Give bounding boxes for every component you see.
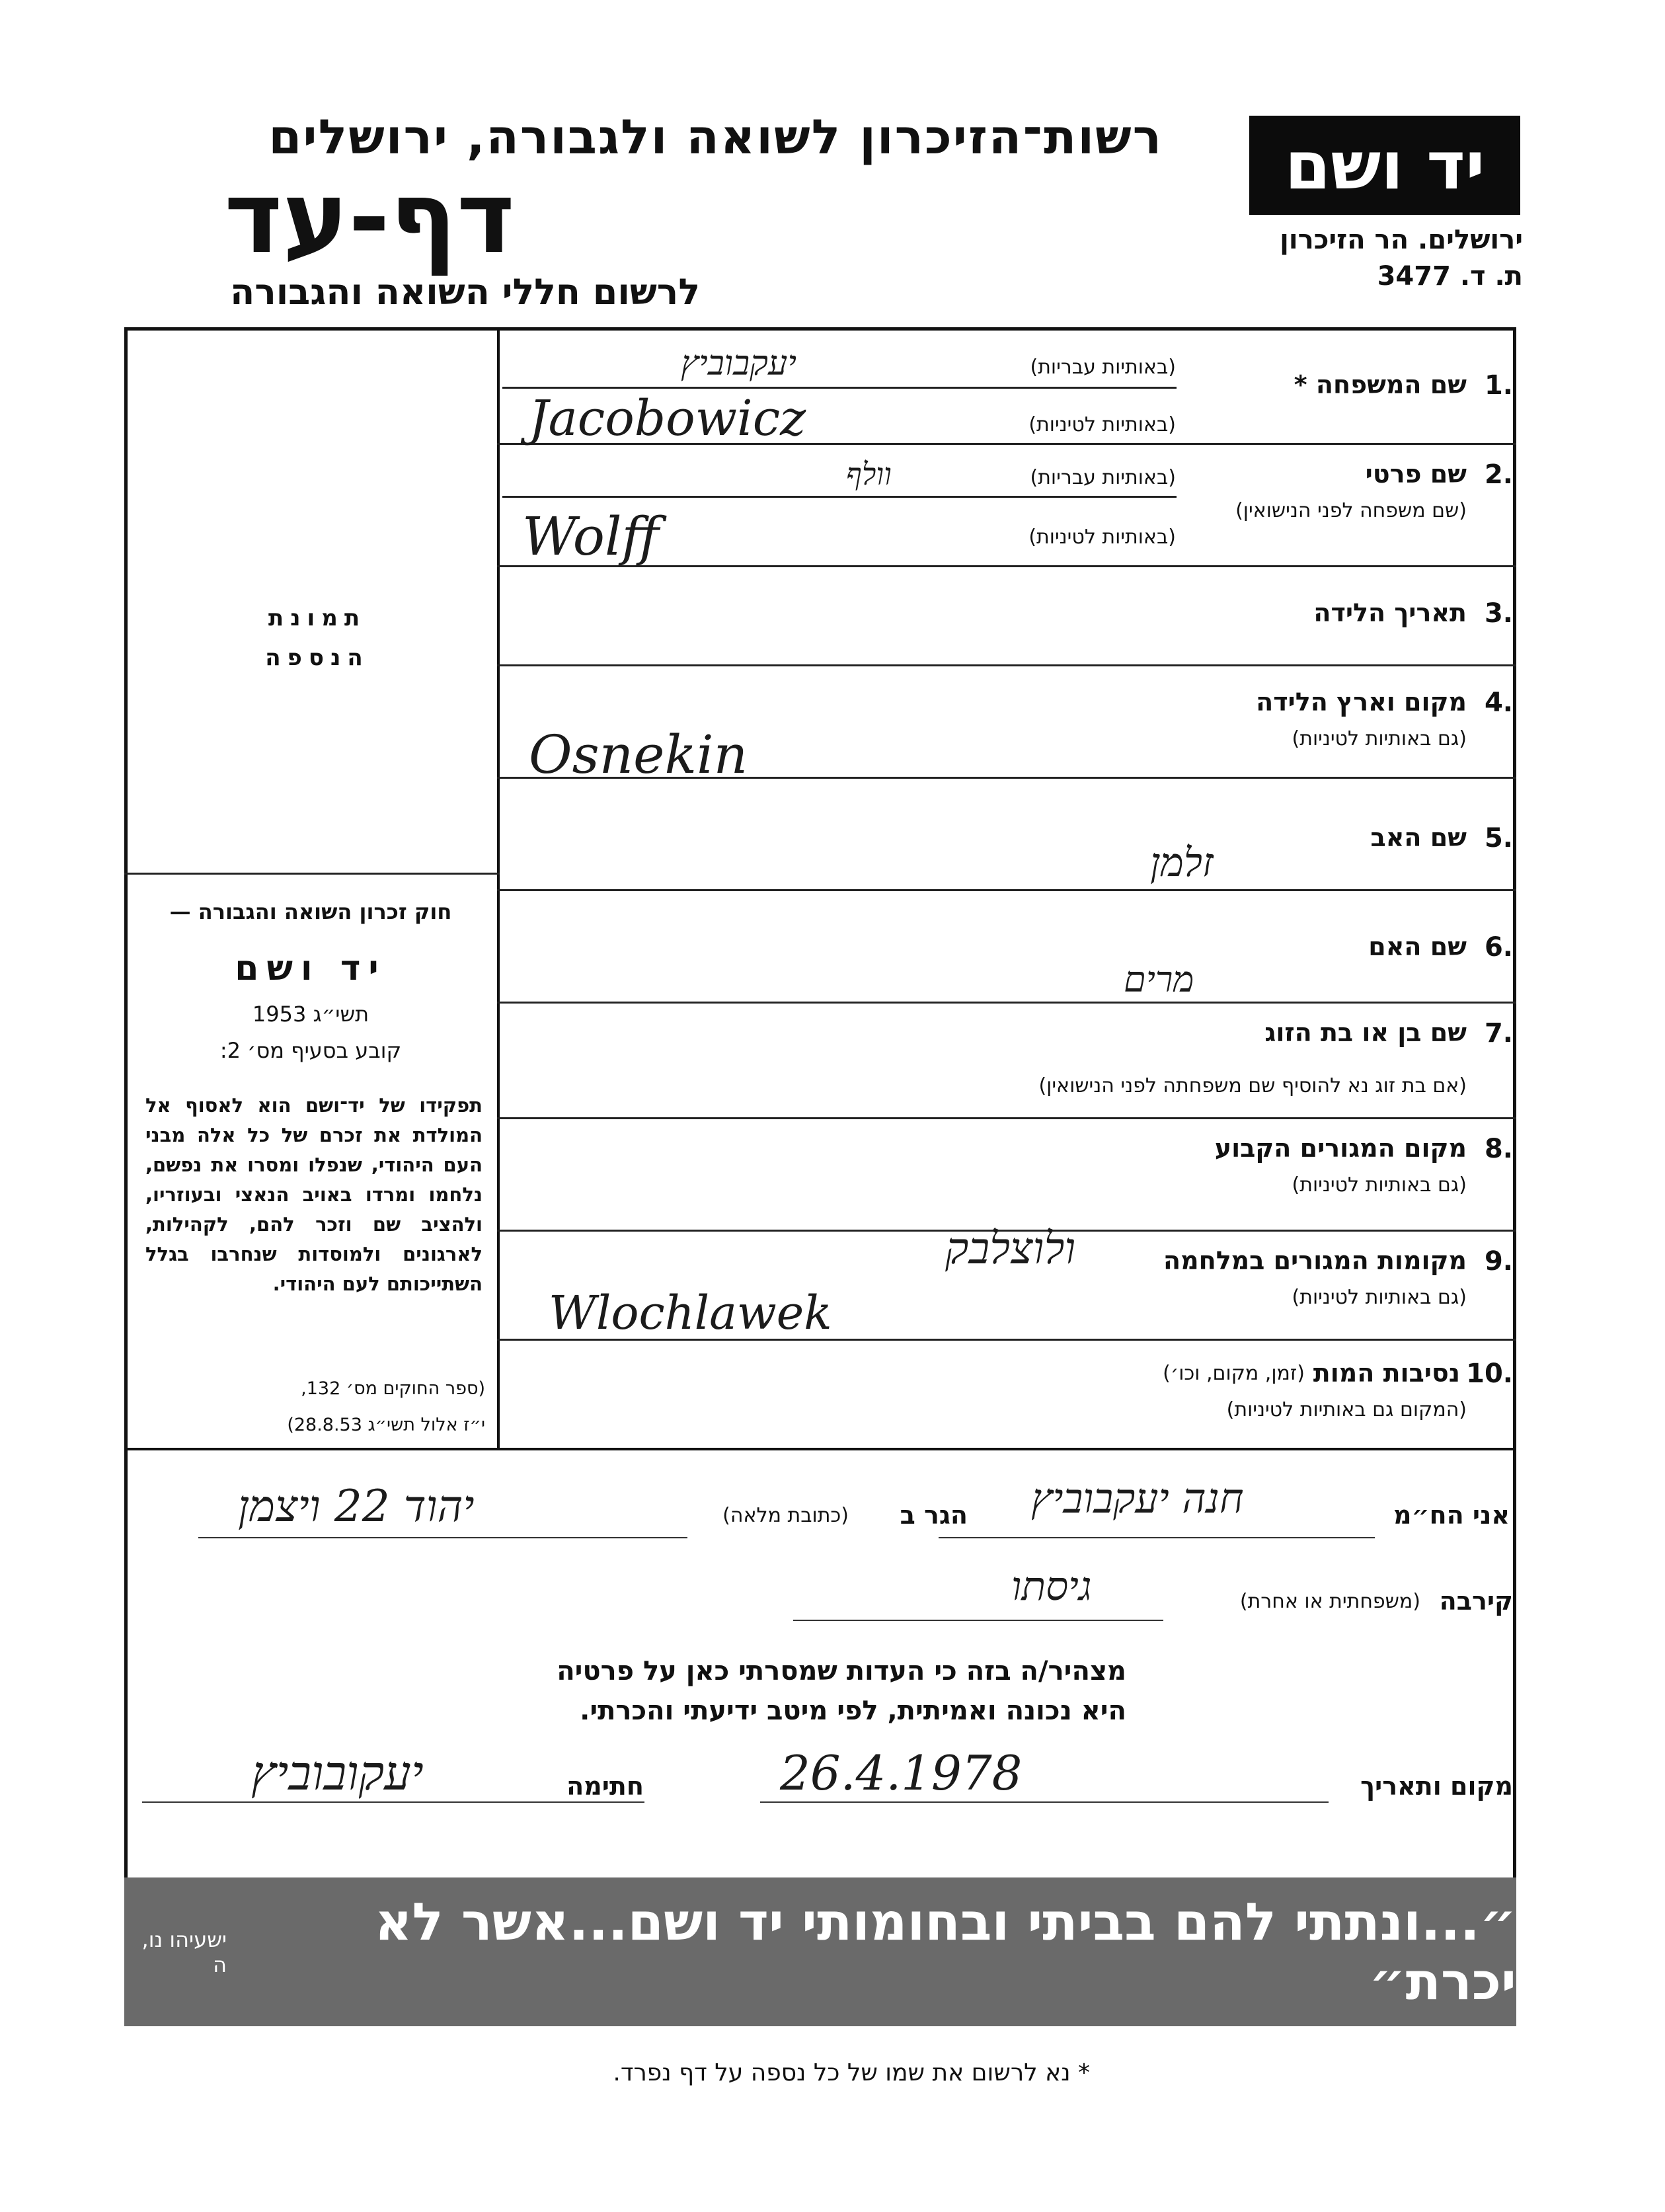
field-7-sub: (אם בת זוג נא להוסיף שם משפחתה לפני הנישואין) [1038,1074,1467,1097]
field-10-label: נסיבות המות [1313,1359,1460,1388]
field-4-sub: (גם באותיות לטיניות) [1292,727,1467,750]
field-9-sub: (גם באותיות לטיניות) [1292,1286,1467,1309]
field-6-value[interactable]: מרים [1124,959,1194,1000]
law-title: חוק זכרון השואה והגבורה — [169,899,452,924]
row-line [502,496,1177,498]
relation-label: קירבה [1439,1587,1513,1616]
field-6-number: 6. [1484,932,1513,963]
row-line [497,889,1516,891]
field-4-number: 4. [1484,688,1513,718]
sidebar-divider [124,873,500,875]
yad-vashem-logo: יד ושם [1249,116,1520,215]
field-2-label: שם פרטי [1365,459,1467,489]
field-1-label: שם המשפחה * [1294,370,1467,399]
field-1-hebrew-hint: (באותיות עבריות) [1030,356,1176,379]
field-10-sub: (המקום גם באותיות לטיניות) [1226,1398,1467,1421]
organization-title: רשות־הזיכרון לשואה ולגבורה, ירושלים [268,109,1163,165]
law-year: תשי״ג 1953 [252,1002,369,1027]
po-box: ת. ד. 3477 [1377,261,1523,292]
field-2-hebrew-hint: (באותיות עבריות) [1030,466,1176,489]
photo-label: הנספה [265,645,369,671]
field-3-number: 3. [1484,598,1513,629]
row-line [497,1117,1516,1119]
form-subtitle: לרשום חללי השואה והגבורה [230,271,700,313]
relation-value[interactable]: גיסתו [1011,1563,1092,1610]
field-5-value[interactable]: זלמן [1150,840,1214,886]
declarant-name-value[interactable]: חנה יעקבוביץ [1031,1474,1244,1522]
underline [760,1801,1329,1803]
law-clause: קובע בסעיף מס׳ 2: [219,1038,402,1063]
address: ירושלים. הר הזיכרון [1280,225,1523,255]
field-10-label-hint: (זמן, מקום, וכו׳) [1163,1362,1305,1385]
column-divider [497,327,500,1448]
relation-hint: (משפחתית או אחרת) [1239,1590,1420,1613]
place-date-label: מקום ותאריך [1360,1772,1513,1801]
signature-value[interactable]: יעקובוביץ [251,1745,424,1801]
field-9-hebrew-value[interactable]: ולוצלבק [945,1223,1076,1274]
field-5-label: שם האב [1370,823,1467,852]
field-5-number: 5. [1484,823,1513,853]
field-2-latin-value[interactable]: Wolff [522,506,660,567]
law-text: תפקידו של יד־ושם הוא לאסוף אל המולדת את זכרם של כל אלה מבני העם היהודי, שנפלו ומסרו את נפשם, נלחמו ומרדו באויב הנאצי ובעוזריו, ולהציב שם וזכר להם, לקהילות, לארגונים ולמוסדות שנחרבו בגלל השתייכותם לעם היהודי. [145,1094,483,1295]
banner-quote: ״...ונתתי להם בביתי ובחומותי יד ושם...אשר לא יכרת״ [374,1892,1516,2012]
field-8-label: מקום המגורים הקבוע [1214,1134,1467,1163]
field-2-number: 2. [1484,459,1513,490]
field-1-latin-value[interactable]: Jacobowicz [529,390,806,447]
declaration-line-2: היא נכונה ואמיתית, לפי מיטב ידיעתי והכרתי. [580,1696,1126,1726]
field-7-label: שם בן או בת הזוג [1264,1018,1467,1047]
law-name: יד ושם [235,949,387,988]
underline [793,1620,1163,1621]
field-8-number: 8. [1484,1134,1513,1164]
field-3-label: תאריך הלידה [1313,598,1467,627]
field-4-label: מקום וארץ הלידה [1256,688,1467,717]
declaration-line-1: מצהיר/ה בזה כי העדות שמסרתי כאן על פרטיה [557,1656,1126,1686]
field-10-number: 10. [1466,1359,1513,1389]
underline [142,1801,644,1803]
field-9-latin-value[interactable]: Wlochlawek [549,1286,832,1340]
field-6-label: שם האם [1368,932,1467,961]
field-1-number: 1. [1484,370,1513,401]
form-title: דף-עד [224,161,515,276]
field-4-value[interactable]: Osnekin [529,724,748,785]
field-8-sub: (גם באותיות לטיניות) [1292,1173,1467,1197]
row-line [502,387,1177,389]
residing-label: הגר ב [900,1501,968,1530]
signature-label: חתימה [566,1772,644,1801]
row-line [497,1002,1516,1004]
field-1-hebrew-value[interactable]: יעקבוביץ [681,344,797,383]
address-value[interactable]: יהוד 22 ויצמן [238,1481,475,1532]
underline [198,1537,687,1538]
field-2-hebrew-value[interactable]: וולף [846,456,892,492]
law-reference: (ספר החוקים מס׳ 132, [301,1378,485,1399]
field-9-label: מקומות המגורים במלחמה [1163,1246,1467,1275]
photo-label: תמונת [268,605,367,631]
banner-source: ישעיהו נו, ה [141,1926,227,1977]
declarant-intro: אני הח״מ [1393,1501,1510,1530]
law-date: י״ז אלול תשי״ג 28.8.53) [287,1415,485,1435]
quote-banner [124,1877,1516,2026]
section-divider [124,1448,1516,1450]
field-9-number: 9. [1484,1246,1513,1277]
field-1-latin-hint: (באותיות לטיניות) [1028,413,1176,436]
underline [939,1537,1375,1538]
field-2-latin-hint: (באותיות לטיניות) [1028,526,1176,549]
row-line [497,664,1516,666]
footnote: * נא לרשום את שמו של כל נספה על דף נפרד. [613,2059,1090,2086]
field-2-sub: (שם משפחה לפני הנישואין) [1235,499,1467,522]
address-hint: (כתובת מלאה) [722,1504,849,1527]
field-7-number: 7. [1484,1018,1513,1048]
date-value[interactable]: 26.4.1978 [780,1745,1023,1801]
